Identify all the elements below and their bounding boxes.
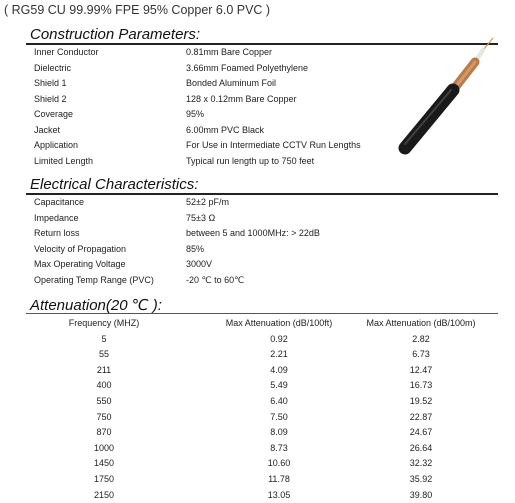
atten-m-cell: 35.92 — [409, 473, 433, 484]
table-row — [26, 472, 498, 488]
param-value: Bonded Aluminum Foil — [186, 78, 277, 88]
param-label: Max Operating Voltage — [34, 259, 126, 269]
param-label: Return loss — [34, 228, 80, 238]
frequency-cell: 5 — [101, 333, 107, 344]
atten-m-cell: 22.87 — [409, 411, 433, 422]
table-row — [26, 441, 498, 457]
column-header: Max Attenuation (dB/100ft) — [225, 318, 333, 328]
param-value: 75±3 Ω — [186, 212, 216, 223]
table-row — [26, 456, 498, 472]
atten-m-cell: 39.80 — [409, 489, 433, 500]
param-value: between 5 and 1000MHz: > 22dB — [186, 228, 320, 238]
param-value: -20 ℃ to 60℃ — [186, 274, 245, 285]
construction-heading: Construction Parameters: — [30, 26, 201, 43]
spec-title: ( RG59 CU 99.99% FPE 95% Copper 6.0 PVC ) — [4, 3, 271, 17]
atten-ft-cell: 8.09 — [270, 427, 288, 438]
frequency-cell: 2150 — [93, 489, 115, 500]
frequency-cell: 400 — [96, 380, 112, 391]
table-row — [26, 410, 498, 426]
param-value: 128 x 0.12mm Bare Copper — [186, 93, 297, 104]
frequency-cell: 211 — [96, 364, 112, 375]
frequency-cell: 750 — [96, 411, 112, 422]
frequency-cell: 1450 — [93, 458, 115, 469]
column-header: Frequency (MHZ) — [68, 318, 140, 328]
frequency-cell: 1000 — [93, 442, 115, 453]
atten-ft-cell: 7.50 — [270, 411, 288, 422]
param-value: 6.00mm PVC Black — [186, 124, 265, 135]
electrical-heading: Electrical Characteristics: — [30, 176, 199, 193]
atten-ft-cell: 8.73 — [270, 442, 288, 453]
electrical-rule — [26, 193, 498, 195]
param-label: Inner Conductor — [34, 47, 99, 57]
param-label: Application — [34, 140, 79, 150]
column-header: Max Attenuation (dB/100m) — [366, 318, 476, 328]
atten-m-cell: 6.73 — [412, 349, 430, 360]
param-label: Shield 1 — [34, 78, 67, 88]
param-label: Jacket — [34, 124, 61, 135]
table-row — [26, 363, 498, 379]
param-value: 85% — [186, 243, 205, 254]
atten-m-cell: 2.82 — [412, 333, 430, 344]
param-value: Typical run length up to 750 feet — [186, 155, 315, 166]
atten-m-cell: 16.73 — [409, 380, 433, 391]
atten-m-cell: 24.67 — [409, 427, 433, 438]
param-value: 0.81mm Bare Copper — [186, 47, 273, 57]
frequency-cell: 1750 — [93, 473, 115, 484]
atten-ft-cell: 6.40 — [270, 395, 288, 406]
table-row — [26, 394, 498, 410]
param-label: Limited Length — [34, 155, 94, 166]
frequency-cell: 550 — [96, 395, 112, 406]
atten-ft-cell: 0.92 — [270, 333, 288, 344]
atten-m-cell: 12.47 — [409, 364, 433, 375]
param-value: 3000V — [186, 259, 213, 269]
atten-ft-cell: 2.21 — [270, 349, 288, 360]
atten-ft-cell: 4.09 — [270, 364, 288, 375]
table-row — [26, 378, 498, 394]
table-header-row — [26, 316, 498, 332]
atten-m-cell: 26.64 — [409, 442, 433, 453]
coax-cable-image — [395, 30, 500, 155]
attenuation-heading: Attenuation(20 ℃ ): — [30, 297, 162, 314]
frequency-cell: 870 — [96, 427, 112, 438]
param-label: Impedance — [34, 212, 79, 223]
param-value: 3.66mm Foamed Polyethylene — [186, 62, 309, 73]
param-label: Shield 2 — [34, 93, 67, 104]
atten-ft-cell: 13.05 — [267, 489, 291, 500]
param-value: 95% — [186, 109, 205, 119]
attenuation-rule — [26, 313, 498, 314]
param-label: Operating Temp Range (PVC) — [34, 274, 154, 285]
attenuation-table — [26, 316, 498, 503]
param-label: Capacitance — [34, 197, 85, 207]
atten-ft-cell: 5.49 — [270, 380, 288, 391]
param-label: Coverage — [34, 109, 74, 119]
atten-m-cell: 32.32 — [409, 458, 433, 469]
param-value: 52±2 pF/m — [186, 197, 229, 207]
frequency-cell: 55 — [98, 349, 110, 360]
atten-ft-cell: 11.78 — [268, 473, 290, 484]
param-label: Dielectric — [34, 62, 72, 73]
param-value: For Use in Intermediate CCTV Run Lengths — [186, 140, 361, 150]
param-label: Velocity of Propagation — [34, 243, 127, 254]
table-row — [26, 425, 498, 441]
table-row — [26, 332, 498, 348]
table-row — [26, 347, 498, 363]
atten-ft-cell: 10.60 — [267, 458, 291, 469]
atten-m-cell: 19.52 — [409, 395, 433, 406]
